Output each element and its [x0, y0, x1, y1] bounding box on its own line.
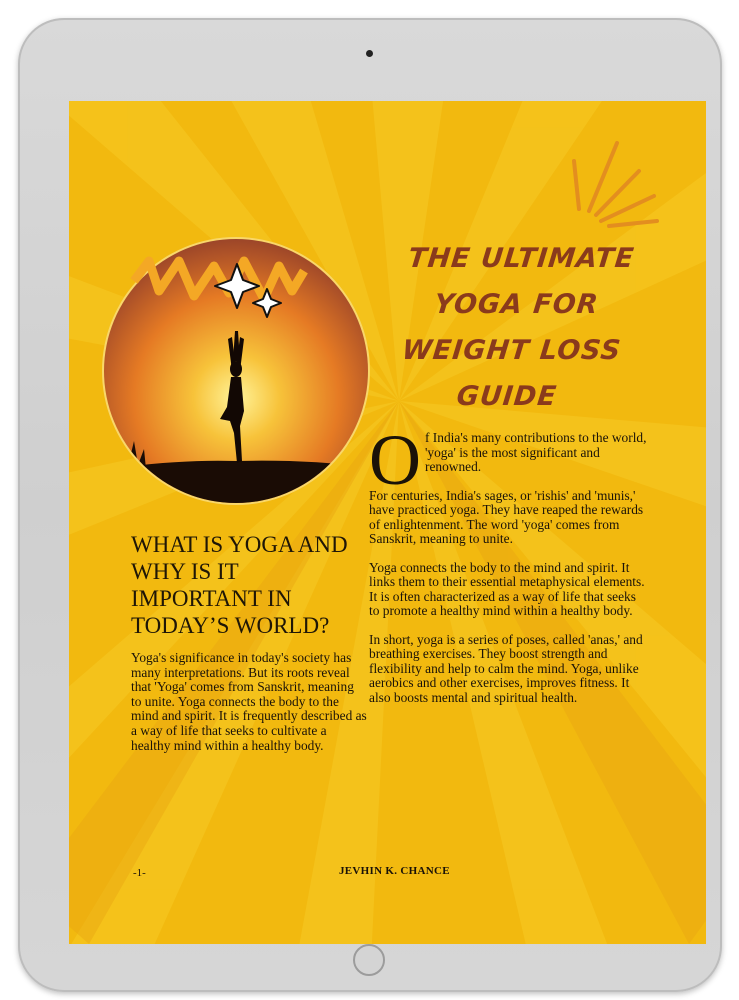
intro-paragraph: For centuries, India's sages, or 'rishis' and 'munis,' have practiced yoga. They have reaped the rewards of enlightenment. The word 'yoga' comes from Sanskrit, meaning to unite.	[369, 487, 644, 546]
page-number: -1-	[133, 867, 146, 879]
book-title	[354, 236, 673, 420]
title-line: THE ULTIMATE	[406, 243, 636, 274]
title-line: GUIDE	[455, 381, 559, 412]
section-heading: WHAT IS YOGA AND WHY IS IT IMPORTANT IN TODAY’S WORLD?	[131, 532, 348, 638]
tablet-frame	[18, 18, 722, 992]
author-name: JEVHIN K. CHANCE	[339, 865, 450, 877]
drop-cap: O	[369, 420, 421, 500]
intro-first-paragraph	[369, 420, 649, 500]
intro-paragraph: In short, yoga is a series of poses, called 'anas,' and breathing exercises. They boost strength and flexibility and help to calm the mind. Yoga, unlike aerobics and other exercises, improves fitness. It also boosts mental and spiritual health.	[369, 631, 643, 705]
ebook-page	[69, 101, 706, 944]
section-paragraph: Yoga's significance in today's society has many interpretations. But its roots reveal that 'Yoga' comes from Sanskrit, meaning to unite. Yoga connects the body to the mind and spirit. It is frequently described as a way of life that seeks to cultivate a healthy mind within a healthy body.	[131, 650, 367, 753]
title-line: WEIGHT LOSS	[400, 335, 623, 366]
camera-dot	[366, 50, 373, 57]
yoga-sunset-image	[94, 221, 379, 506]
intro-paragraph: Yoga connects the body to the mind and spirit. It links them to their essential metaphysical elements. It is often characterized as a way of life that seeks to promote a healthy mind within a healthy body.	[369, 559, 645, 618]
home-button[interactable]	[353, 944, 385, 976]
title-line: YOGA FOR	[432, 289, 601, 320]
intro-first-text: f India's many contributions to the world, 'yoga' is the most significant and renowned.	[425, 430, 647, 474]
intro-column	[369, 420, 649, 719]
